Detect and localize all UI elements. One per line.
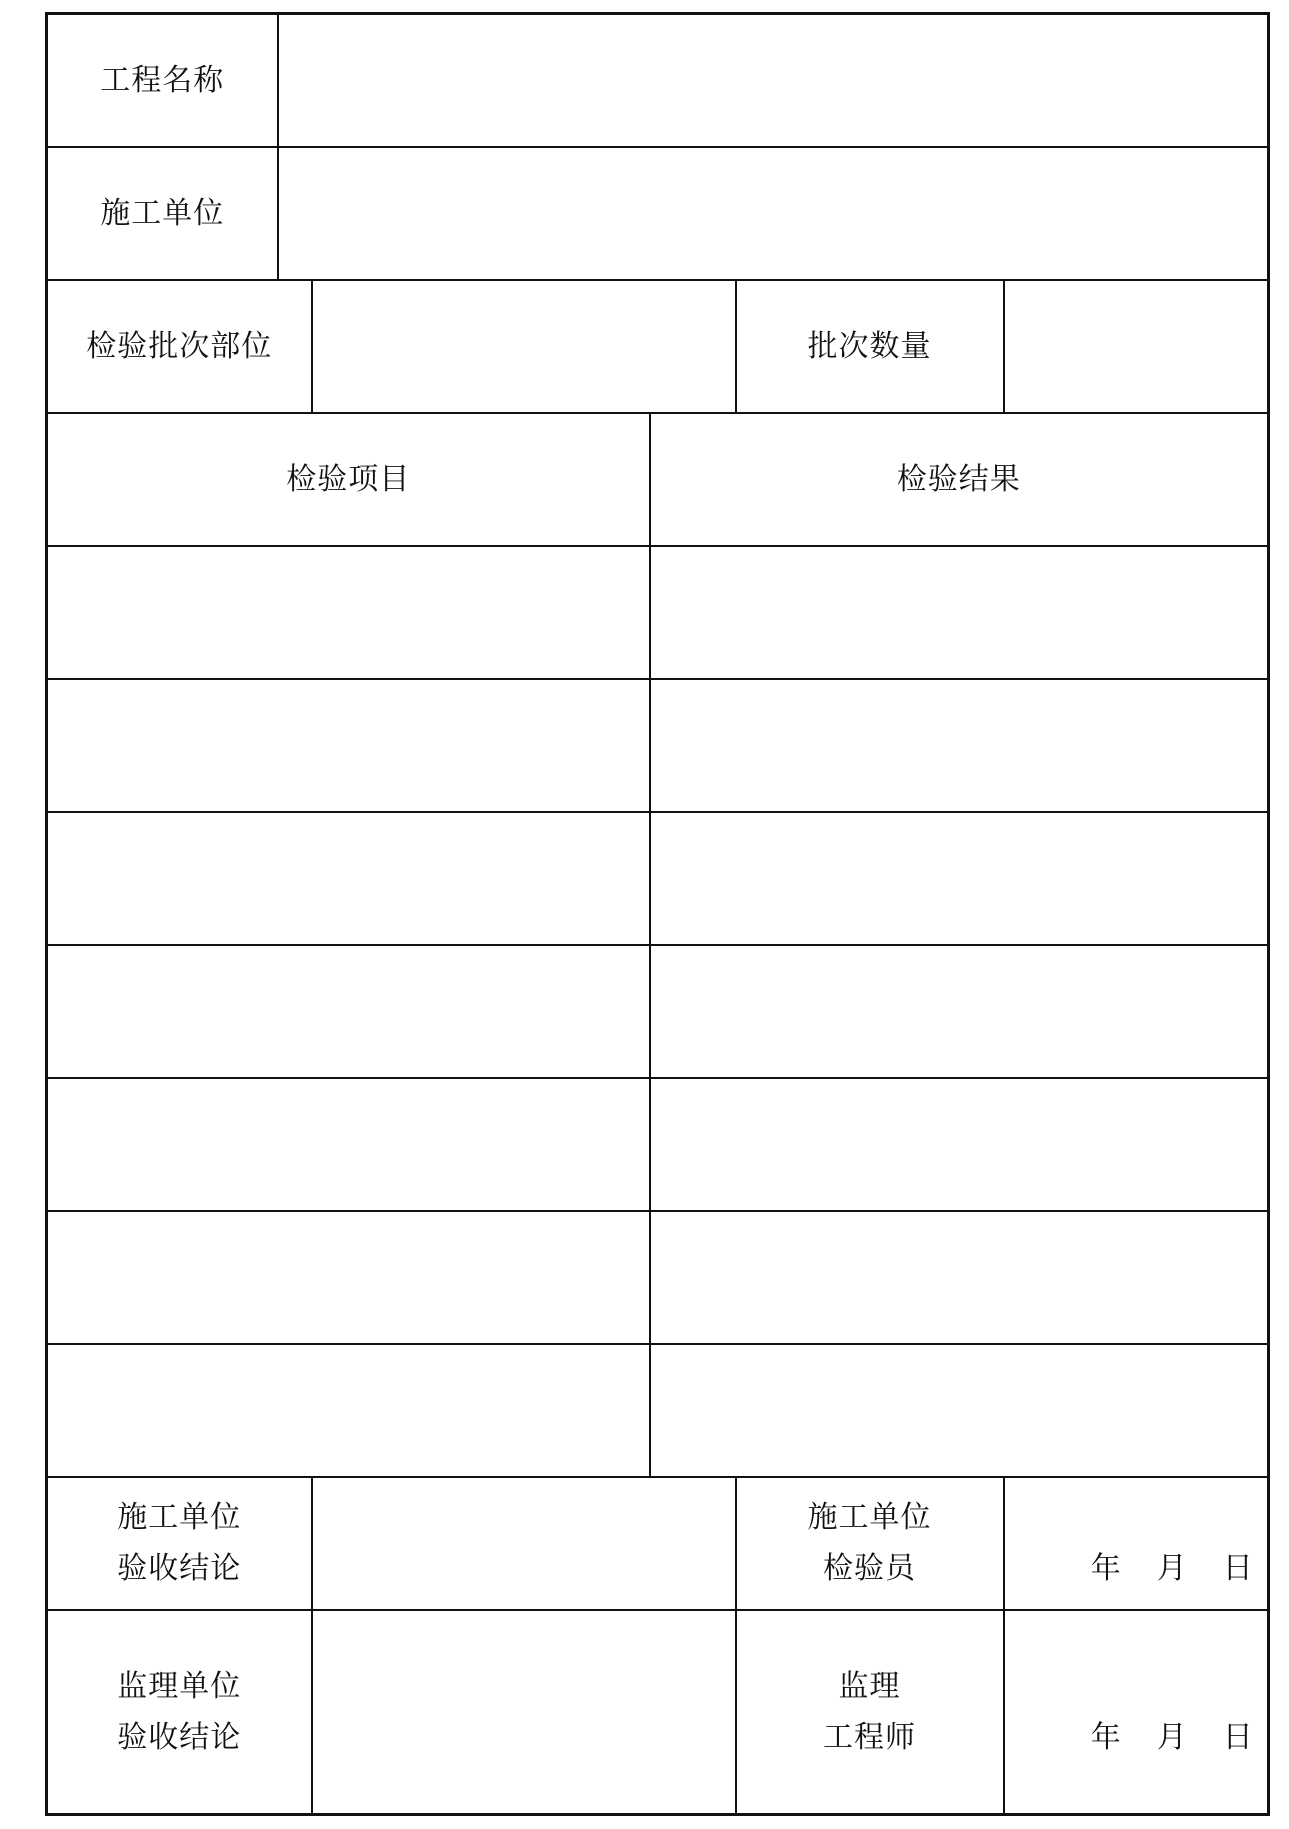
inspection-item-cell[interactable] [47, 546, 650, 679]
date-year-label: 年 [1090, 1719, 1121, 1755]
contractor-inspector-label [736, 1477, 1004, 1610]
contractor-conclusion-field[interactable] [312, 1477, 736, 1610]
contractor-acceptance-row [47, 1477, 1269, 1610]
inspection-result-cell[interactable] [650, 1211, 1269, 1344]
table-row [47, 1211, 1269, 1344]
contractor-row [47, 147, 1269, 280]
table-row [47, 546, 1269, 679]
contractor-inspector-label-line1: 施工单位 [807, 1500, 932, 1535]
table-row [47, 1078, 1269, 1211]
contractor-conclusion-label [47, 1477, 312, 1610]
batch-row [47, 280, 1269, 413]
supervisor-conclusion-field[interactable] [312, 1610, 736, 1815]
batch-location-field[interactable] [312, 280, 736, 413]
contractor-inspector-label-line2: 检验员 [823, 1551, 916, 1586]
supervisor-conclusion-label-line1: 监理单位 [117, 1668, 242, 1704]
inspection-result-cell[interactable] [650, 679, 1269, 812]
inspection-result-cell[interactable] [650, 1078, 1269, 1211]
date-month-label: 月 [1156, 1719, 1187, 1755]
project-name-field[interactable] [278, 14, 1269, 147]
inspection-item-cell[interactable] [47, 1078, 650, 1211]
supervisor-conclusion-label [47, 1610, 312, 1815]
inspection-result-cell[interactable] [650, 812, 1269, 945]
inspection-item-cell[interactable] [47, 1344, 650, 1477]
supervisor-acceptance-row [47, 1610, 1269, 1815]
date-month-label: 月 [1156, 1551, 1187, 1586]
inspection-item-cell[interactable] [47, 945, 650, 1078]
inspection-result-cell[interactable] [650, 1344, 1269, 1477]
supervisor-engineer-label [736, 1610, 1004, 1815]
inspection-result-cell[interactable] [650, 546, 1269, 679]
supervisor-engineer-date-field[interactable] [1004, 1610, 1269, 1815]
contractor-conclusion-label-line1: 施工单位 [117, 1500, 242, 1535]
table-row [47, 679, 1269, 812]
date-year-label: 年 [1090, 1551, 1121, 1586]
inspection-header-row [47, 413, 1269, 546]
inspection-result-header: 检验结果 [650, 413, 1269, 546]
supervisor-engineer-label-line1: 监理 [838, 1668, 901, 1704]
batch-quantity-field[interactable] [1004, 280, 1269, 413]
supervisor-conclusion-label-line2: 验收结论 [117, 1719, 242, 1755]
supervisor-engineer-label-line2: 工程师 [823, 1719, 916, 1755]
contractor-field[interactable] [278, 147, 1269, 280]
batch-location-label: 检验批次部位 [47, 280, 312, 413]
contractor-inspector-date-field[interactable] [1004, 1477, 1269, 1610]
date-day-label: 日 [1222, 1719, 1253, 1755]
inspection-item-header: 检验项目 [47, 413, 650, 546]
project-name-row [47, 14, 1269, 147]
date-day-label: 日 [1222, 1551, 1253, 1586]
table-row [47, 945, 1269, 1078]
inspection-item-cell[interactable] [47, 679, 650, 812]
contractor-conclusion-label-line2: 验收结论 [117, 1551, 242, 1586]
inspection-result-cell[interactable] [650, 945, 1269, 1078]
inspection-item-cell[interactable] [47, 1211, 650, 1344]
inspection-form-table [45, 12, 1270, 1816]
project-name-label: 工程名称 [47, 14, 278, 147]
inspection-item-cell[interactable] [47, 812, 650, 945]
contractor-label: 施工单位 [47, 147, 278, 280]
batch-quantity-label: 批次数量 [736, 280, 1004, 413]
table-row [47, 812, 1269, 945]
table-row [47, 1344, 1269, 1477]
